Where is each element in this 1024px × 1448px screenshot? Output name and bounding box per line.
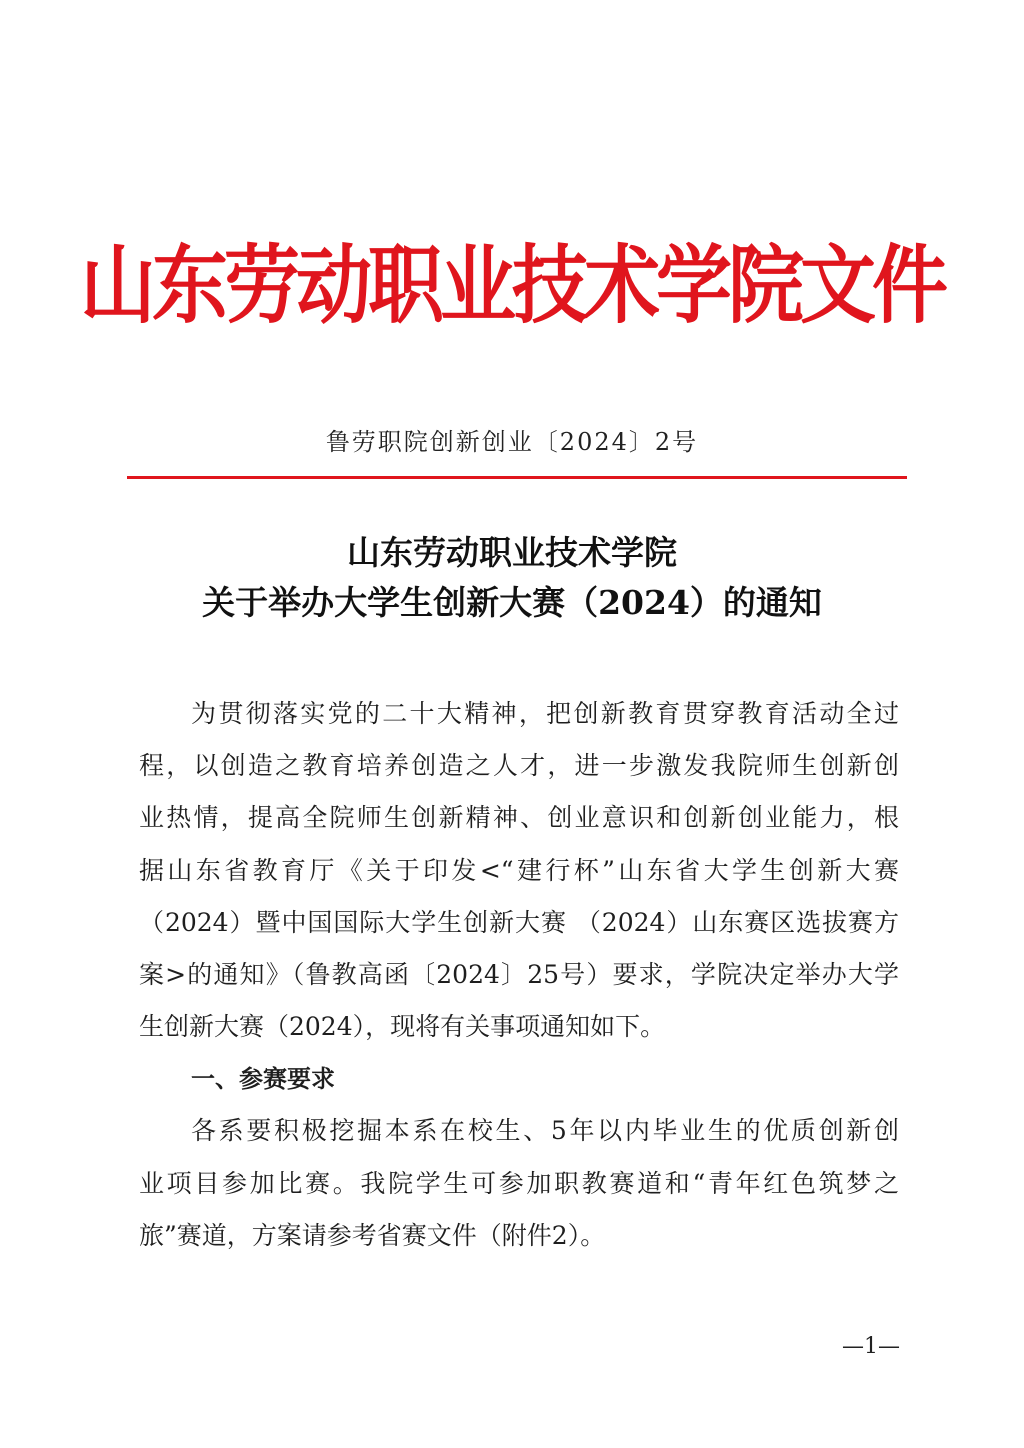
page-number: —1—: [842, 1334, 900, 1359]
body-line: 生创新大赛（2024），现将有关事项通知如下。: [139, 1012, 666, 1042]
document-number: 鲁劳职院创新创业〔2024〕2号: [325, 428, 699, 456]
body-line: 为贯彻落实党的二十大精神，把创新教育贯穿教育活动全过: [191, 699, 899, 728]
body-line: 案>的通知》（鲁教高函〔2024〕25号）要求，学院决定举办大学: [139, 960, 899, 990]
institution-header-title: 山东劳动职业技术学院文件: [80, 235, 944, 336]
notice-body: [139, 688, 899, 1262]
notice-title: [0, 528, 1024, 628]
body-line: 旅”赛道，方案请参考省赛文件（附件2）。: [139, 1220, 606, 1250]
section-heading-requirements: 一、参赛要求: [191, 1065, 335, 1094]
body-line: 程，以创造之教育培养创造之人才，进一步激发我院师生创新创: [139, 751, 899, 781]
body-line: （2024）暨中国国际大学生创新大赛 （2024）山东赛区选拔赛方: [139, 907, 899, 937]
notice-title-line-1: 山东劳动职业技术学院: [347, 533, 677, 572]
body-line: 业项目参加比赛。我院学生可参加职教赛道和“青年红色筑梦之: [139, 1168, 899, 1198]
body-line: 据山东省教育厅《关于印发<“建行杯”山东省大学生创新大赛: [139, 855, 899, 885]
notice-title-line-2: 关于举办大学生创新大赛（2024）的通知: [202, 583, 822, 622]
body-line: 各系要积极挖掘本系在校生、5年以内毕业生的优质创新创: [191, 1116, 899, 1146]
body-line: 业热情，提高全院师生创新精神、创业意识和创新创业能力，根: [139, 803, 899, 833]
red-divider-line: [127, 476, 907, 479]
